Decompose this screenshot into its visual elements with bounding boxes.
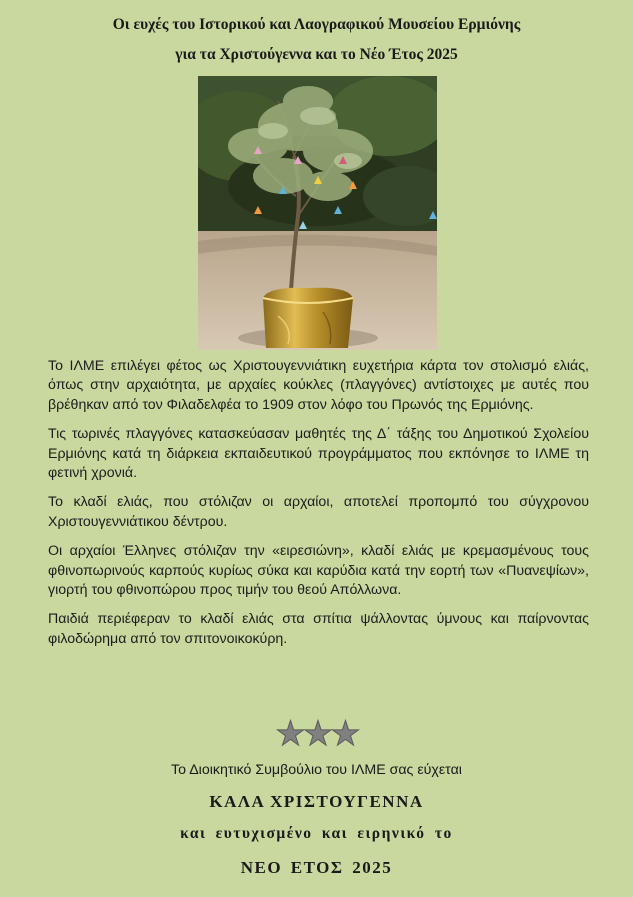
card-title-line-1: Οι ευχές του Ιστορικού και Λαογραφικού Μουσείου Ερμιόνης [112,16,521,33]
new-year-heading: ΝΕΟ ΕΤΟΣ 2025 [240,858,393,877]
happy-peaceful-line: και ευτυχισμένο και ειρηνικό το [180,825,453,842]
paragraph: Το ΙΛΜΕ επιλέγει φέτος ως Χριστουγεννιάτικη ευχετήρια κάρτα τον στολισμό ελιάς, όπως στην αρχαιότητα, με αρχαίες κούκλες (πλαγγόνες) αντίστοιχες με αυτές που βρέθηκαν από τον Φιλαδελφέα το 1909 στον λόφο του Πρωνός της Ερμιόνης. [48,358,589,413]
three-stars-icon: ★★★ [275,716,358,753]
merry-christmas-heading: ΚΑΛΑ ΧΡΙΣΤΟΥΓΕΝΝΑ [209,792,424,811]
olive-tree-photo [198,76,437,350]
paragraph: Τις τωρινές πλαγγόνες κατασκεύασαν μαθητές της Δ΄ τάξης του Δημοτικού Σχολείου Ερμιόνης κατά τη διάρκεια εκπαιδευτικού προγράμματος που εκπόνησε το ΙΛΜΕ τη φετινή χρονιά. [48,426,589,482]
paragraph: Παιδιά περιέφεραν το κλαδί ελιάς στα σπίτια ψάλλοντας ύμνους και παίρνοντας φιλοδώρημα από τον σπιτονοικοκύρη. [48,611,589,647]
paragraph: Το κλαδί ελιάς, που στόλιζαν οι αρχαίοι, αποτελεί προπομπό του σύγχρονου Χριστουγεννιάτικου δέντρου. [48,494,589,530]
card-title-line-2: για τα Χριστούγεννα και το Νέο Έτος 2025 [175,46,458,63]
card-body [48,357,589,659]
board-greeting: Το Διοικητικό Συμβούλιο του ΙΛΜΕ σας εύχεται [171,762,462,778]
paragraph: Οι αρχαίοι Έλληνες στόλιζαν την «ειρεσιώνη», κλαδί ελιάς με κρεμασμένους τους φθινοπωρινούς καρπούς κυρίως σύκα και καρύδια κατά την εορτή των «Πυανεψίων», γιορτή του φθινοπώρου προς τιμήν του θεού Απόλλωνα. [48,543,589,599]
